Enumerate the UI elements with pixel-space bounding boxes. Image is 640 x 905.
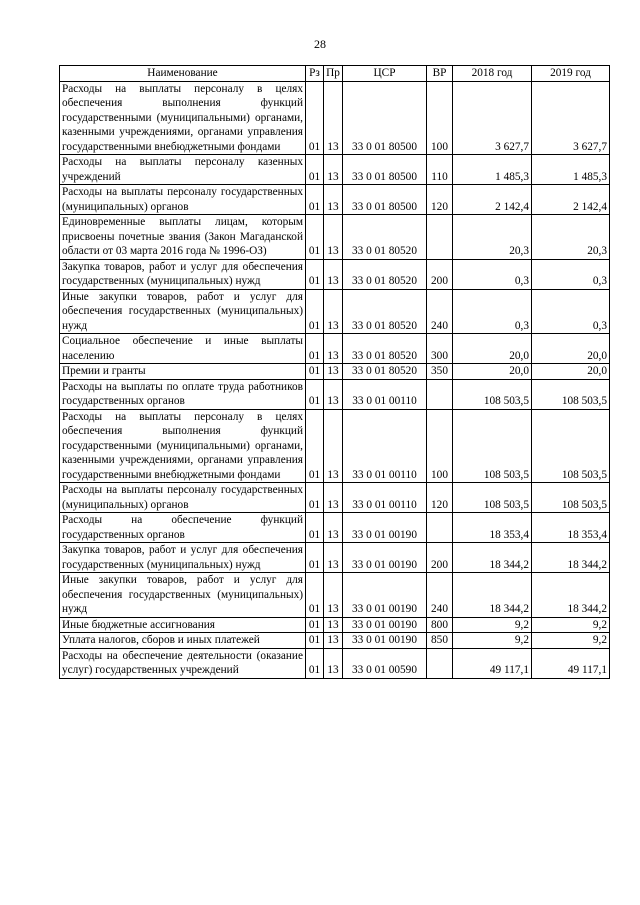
row-csr: 33 0 01 80520 bbox=[343, 289, 427, 334]
row-value-2019: 20,0 bbox=[532, 334, 610, 364]
row-value-2018: 3 627,7 bbox=[453, 81, 532, 155]
row-name: Иные закупки товаров, работ и услуг для обеспечения государственных (муниципальных) нужд bbox=[60, 573, 306, 618]
row-pr: 13 bbox=[324, 573, 343, 618]
row-pr: 13 bbox=[324, 364, 343, 380]
row-vr bbox=[427, 215, 453, 260]
table-row bbox=[60, 215, 610, 260]
row-value-2018: 108 503,5 bbox=[453, 483, 532, 513]
row-name: Расходы на выплаты по оплате труда работников государственных органов bbox=[60, 379, 306, 409]
row-vr: 120 bbox=[427, 483, 453, 513]
row-rz: 01 bbox=[306, 81, 324, 155]
table-row bbox=[60, 379, 610, 409]
header-name: Наименование bbox=[60, 66, 306, 82]
table-row bbox=[60, 185, 610, 215]
row-value-2018: 20,0 bbox=[453, 364, 532, 380]
row-csr: 33 0 01 80520 bbox=[343, 364, 427, 380]
row-csr: 33 0 01 00110 bbox=[343, 483, 427, 513]
header-vr: ВР bbox=[427, 66, 453, 82]
table-row bbox=[60, 259, 610, 289]
row-name: Расходы на выплаты персоналу государственных (муниципальных) органов bbox=[60, 483, 306, 513]
row-pr: 13 bbox=[324, 543, 343, 573]
row-value-2019: 0,3 bbox=[532, 289, 610, 334]
row-rz: 01 bbox=[306, 617, 324, 633]
row-name: Иные бюджетные ассигнования bbox=[60, 617, 306, 633]
page-number: 28 bbox=[314, 37, 326, 51]
row-pr: 13 bbox=[324, 633, 343, 649]
row-pr: 13 bbox=[324, 259, 343, 289]
row-rz: 01 bbox=[306, 543, 324, 573]
row-name: Единовременные выплаты лицам, которым присвоены почетные звания (Закон Магаданской области от 03 марта 2016 года № 1996-ОЗ) bbox=[60, 215, 306, 260]
row-value-2018: 9,2 bbox=[453, 633, 532, 649]
row-name: Закупка товаров, работ и услуг для обеспечения государственных (муниципальных) нужд bbox=[60, 259, 306, 289]
row-vr: 800 bbox=[427, 617, 453, 633]
row-pr: 13 bbox=[324, 648, 343, 678]
row-value-2018: 108 503,5 bbox=[453, 409, 532, 483]
row-value-2018: 9,2 bbox=[453, 617, 532, 633]
row-rz: 01 bbox=[306, 289, 324, 334]
row-name: Расходы на выплаты персоналу государственных (муниципальных) органов bbox=[60, 185, 306, 215]
row-csr: 33 0 01 00190 bbox=[343, 617, 427, 633]
header-csr: ЦСР bbox=[343, 66, 427, 82]
row-csr: 33 0 01 00590 bbox=[343, 648, 427, 678]
row-csr: 33 0 01 80520 bbox=[343, 334, 427, 364]
row-rz: 01 bbox=[306, 409, 324, 483]
row-name: Расходы на выплаты персоналу казенных учреждений bbox=[60, 155, 306, 185]
row-vr: 100 bbox=[427, 81, 453, 155]
header-rz: Рз bbox=[306, 66, 324, 82]
table-row bbox=[60, 155, 610, 185]
row-value-2019: 20,3 bbox=[532, 215, 610, 260]
row-rz: 01 bbox=[306, 185, 324, 215]
row-pr: 13 bbox=[324, 409, 343, 483]
row-rz: 01 bbox=[306, 364, 324, 380]
row-name: Расходы на выплаты персоналу в целях обеспечения выполнения функций государственными (муниципальными) органами, казенными учреждениями, органами управления государственными внебюджетными фондами bbox=[60, 81, 306, 155]
row-value-2018: 1 485,3 bbox=[453, 155, 532, 185]
table-row bbox=[60, 81, 610, 155]
row-value-2018: 0,3 bbox=[453, 289, 532, 334]
row-value-2018: 18 353,4 bbox=[453, 513, 532, 543]
row-rz: 01 bbox=[306, 379, 324, 409]
row-vr bbox=[427, 648, 453, 678]
header-2018: 2018 год bbox=[453, 66, 532, 82]
row-rz: 01 bbox=[306, 215, 324, 260]
table-row bbox=[60, 633, 610, 649]
row-value-2019: 3 627,7 bbox=[532, 81, 610, 155]
row-value-2019: 108 503,5 bbox=[532, 483, 610, 513]
row-csr: 33 0 01 00190 bbox=[343, 513, 427, 543]
table-row bbox=[60, 409, 610, 483]
row-pr: 13 bbox=[324, 155, 343, 185]
row-name: Уплата налогов, сборов и иных платежей bbox=[60, 633, 306, 649]
row-rz: 01 bbox=[306, 483, 324, 513]
row-csr: 33 0 01 80520 bbox=[343, 215, 427, 260]
row-name: Расходы на обеспечение функций государственных органов bbox=[60, 513, 306, 543]
row-value-2019: 18 344,2 bbox=[532, 543, 610, 573]
row-rz: 01 bbox=[306, 259, 324, 289]
row-value-2018: 2 142,4 bbox=[453, 185, 532, 215]
table-row bbox=[60, 289, 610, 334]
row-value-2018: 0,3 bbox=[453, 259, 532, 289]
header-2019: 2019 год bbox=[532, 66, 610, 82]
row-pr: 13 bbox=[324, 617, 343, 633]
row-rz: 01 bbox=[306, 573, 324, 618]
row-value-2019: 9,2 bbox=[532, 617, 610, 633]
table-row bbox=[60, 513, 610, 543]
row-name: Социальное обеспечение и иные выплаты населению bbox=[60, 334, 306, 364]
budget-table bbox=[59, 65, 610, 679]
row-value-2018: 49 117,1 bbox=[453, 648, 532, 678]
row-vr bbox=[427, 379, 453, 409]
row-rz: 01 bbox=[306, 633, 324, 649]
row-pr: 13 bbox=[324, 81, 343, 155]
row-csr: 33 0 01 80500 bbox=[343, 81, 427, 155]
row-vr: 240 bbox=[427, 573, 453, 618]
table-row bbox=[60, 543, 610, 573]
row-value-2019: 18 344,2 bbox=[532, 573, 610, 618]
row-pr: 13 bbox=[324, 289, 343, 334]
row-csr: 33 0 01 80500 bbox=[343, 185, 427, 215]
row-pr: 13 bbox=[324, 215, 343, 260]
row-vr: 240 bbox=[427, 289, 453, 334]
row-vr: 120 bbox=[427, 185, 453, 215]
row-value-2019: 49 117,1 bbox=[532, 648, 610, 678]
row-vr: 110 bbox=[427, 155, 453, 185]
row-name: Закупка товаров, работ и услуг для обеспечения государственных (муниципальных) нужд bbox=[60, 543, 306, 573]
row-value-2019: 0,3 bbox=[532, 259, 610, 289]
table-row bbox=[60, 364, 610, 380]
row-pr: 13 bbox=[324, 334, 343, 364]
table-header-row bbox=[60, 66, 610, 82]
row-csr: 33 0 01 00110 bbox=[343, 409, 427, 483]
row-vr: 200 bbox=[427, 259, 453, 289]
row-value-2019: 1 485,3 bbox=[532, 155, 610, 185]
row-pr: 13 bbox=[324, 185, 343, 215]
header-pr: Пр bbox=[324, 66, 343, 82]
row-value-2018: 108 503,5 bbox=[453, 379, 532, 409]
row-csr: 33 0 01 00190 bbox=[343, 573, 427, 618]
table-row bbox=[60, 334, 610, 364]
row-vr: 850 bbox=[427, 633, 453, 649]
row-pr: 13 bbox=[324, 379, 343, 409]
row-csr: 33 0 01 80520 bbox=[343, 259, 427, 289]
table-row bbox=[60, 617, 610, 633]
row-value-2019: 20,0 bbox=[532, 364, 610, 380]
row-value-2019: 108 503,5 bbox=[532, 379, 610, 409]
row-vr: 100 bbox=[427, 409, 453, 483]
row-name: Расходы на обеспечение деятельности (оказание услуг) государственных учреждений bbox=[60, 648, 306, 678]
row-vr: 300 bbox=[427, 334, 453, 364]
row-csr: 33 0 01 00110 bbox=[343, 379, 427, 409]
row-value-2018: 20,3 bbox=[453, 215, 532, 260]
row-rz: 01 bbox=[306, 334, 324, 364]
row-value-2019: 18 353,4 bbox=[532, 513, 610, 543]
row-rz: 01 bbox=[306, 155, 324, 185]
table-row bbox=[60, 648, 610, 678]
table-row bbox=[60, 573, 610, 618]
row-csr: 33 0 01 00190 bbox=[343, 633, 427, 649]
row-vr: 200 bbox=[427, 543, 453, 573]
table-row bbox=[60, 483, 610, 513]
row-name: Премии и гранты bbox=[60, 364, 306, 380]
row-rz: 01 bbox=[306, 513, 324, 543]
row-value-2019: 108 503,5 bbox=[532, 409, 610, 483]
row-csr: 33 0 01 00190 bbox=[343, 543, 427, 573]
row-name: Иные закупки товаров, работ и услуг для обеспечения государственных (муниципальных) нужд bbox=[60, 289, 306, 334]
row-pr: 13 bbox=[324, 513, 343, 543]
row-value-2018: 18 344,2 bbox=[453, 573, 532, 618]
row-value-2018: 18 344,2 bbox=[453, 543, 532, 573]
row-value-2019: 9,2 bbox=[532, 633, 610, 649]
row-vr bbox=[427, 513, 453, 543]
row-vr: 350 bbox=[427, 364, 453, 380]
row-value-2019: 2 142,4 bbox=[532, 185, 610, 215]
row-csr: 33 0 01 80500 bbox=[343, 155, 427, 185]
row-rz: 01 bbox=[306, 648, 324, 678]
row-name: Расходы на выплаты персоналу в целях обеспечения выполнения функций государственными (муниципальными) органами, казенными учреждениями, органами управления государственными внебюджетными фондами bbox=[60, 409, 306, 483]
row-value-2018: 20,0 bbox=[453, 334, 532, 364]
row-pr: 13 bbox=[324, 483, 343, 513]
